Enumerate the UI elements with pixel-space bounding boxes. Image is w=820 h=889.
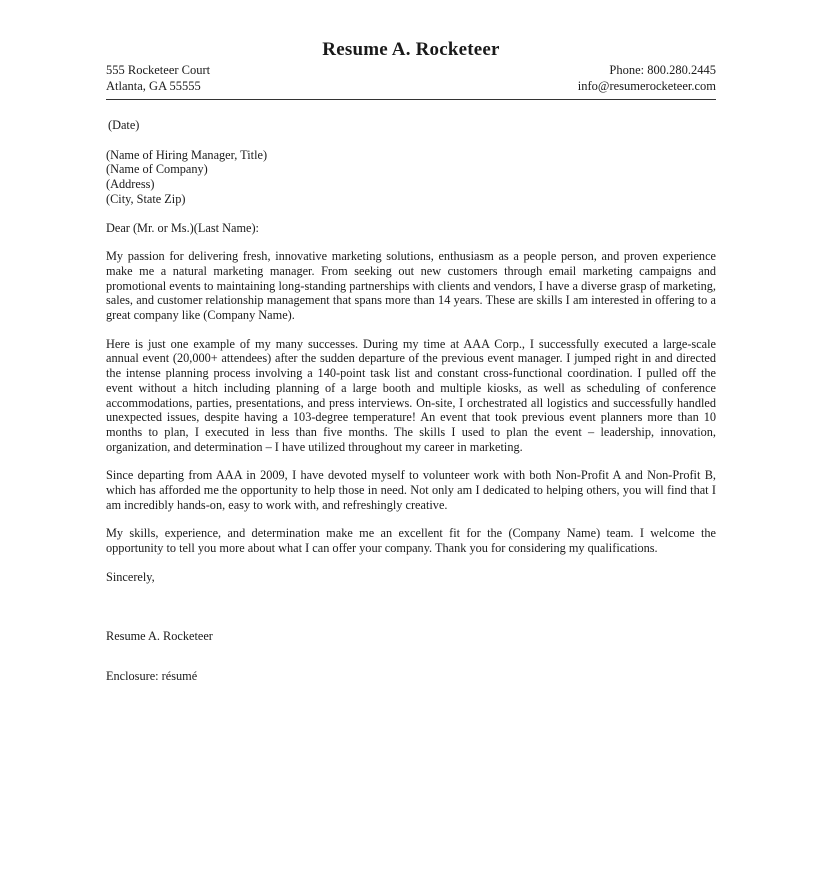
signature-name: Resume A. Rocketeer	[106, 628, 213, 643]
enclosure-note: Enclosure: résumé	[106, 669, 198, 684]
recipient-line: (Address)	[106, 177, 155, 192]
email-address: info@resumerocketeer.com	[577, 79, 716, 93]
cover-letter-page	[106, 38, 716, 684]
contact-row-1	[106, 63, 716, 78]
address-city: Atlanta, GA 55555	[106, 79, 201, 93]
body-paragraph: Since departing from AAA in 2009, I have devoted myself to volunteer work with both Non-Profit A and Non-Profit B, which has afforded me the opportunity to help those in need. Not only am I dedicated to helping others, you will find that I am incredibly hands-on, easy to work with, and refreshingly creative.	[106, 468, 716, 512]
applicant-name: Resume A. Rocketeer	[322, 39, 500, 60]
header-divider	[106, 99, 716, 100]
closing: Sincerely,	[106, 569, 155, 584]
contact-row-2	[106, 79, 716, 94]
phone-number: Phone: 800.280.2445	[609, 63, 716, 77]
recipient-line: (City, State Zip)	[106, 191, 186, 206]
recipient-line: (Name of Hiring Manager, Title)	[106, 147, 268, 162]
letter-date: (Date)	[108, 118, 140, 132]
address-street: 555 Rocketeer Court	[106, 63, 211, 77]
recipient-block	[106, 148, 716, 207]
salutation: Dear (Mr. or Ms.)(Last Name):	[106, 220, 259, 235]
body-paragraph: Here is just one example of my many successes. During my time at AAA Corp., I successfully executed a large-scale annual event (20,000+ attendees) after the sudden departure of the previous event manager. I jumped right in and directed the intense planning process involving a 140-point task list and constant cross-functional coordination. I pulled off the event without a hitch including planning of a large booth and multiple kiosks, as well as scheduling of conference accommodations, parties, presentations, and press interviews. On-site, I orchestrated all logistics and successfully handled unexpected issues, despite having a 103-degree temperature! An event that took previous event planners more than 10 months to plan, I executed in less than five months. The skills I used to plan the event – leadership, innovation, organization, and determination – I have utilized throughout my career in marketing.	[106, 336, 716, 454]
recipient-line: (Name of Company)	[106, 162, 208, 177]
body-paragraph: My skills, experience, and determination make me an excellent fit for the (Company Name) team. I welcome the opportunity to tell you more about what I can offer your company. Thank you for considering my qualifications.	[106, 526, 716, 556]
body-paragraph: My passion for delivering fresh, innovative marketing solutions, enthusiasm as a people person, and proven experience make me a natural marketing manager. From seeking out new customers through email marketing campaigns and promotional events to maintaining long-standing partnerships with clients and vendors, I have a diverse grasp of marketing, sales, and customer relationship management that spans more than 14 years. These are skills I am interested in offering to a great company like (Company Name).	[106, 249, 716, 323]
